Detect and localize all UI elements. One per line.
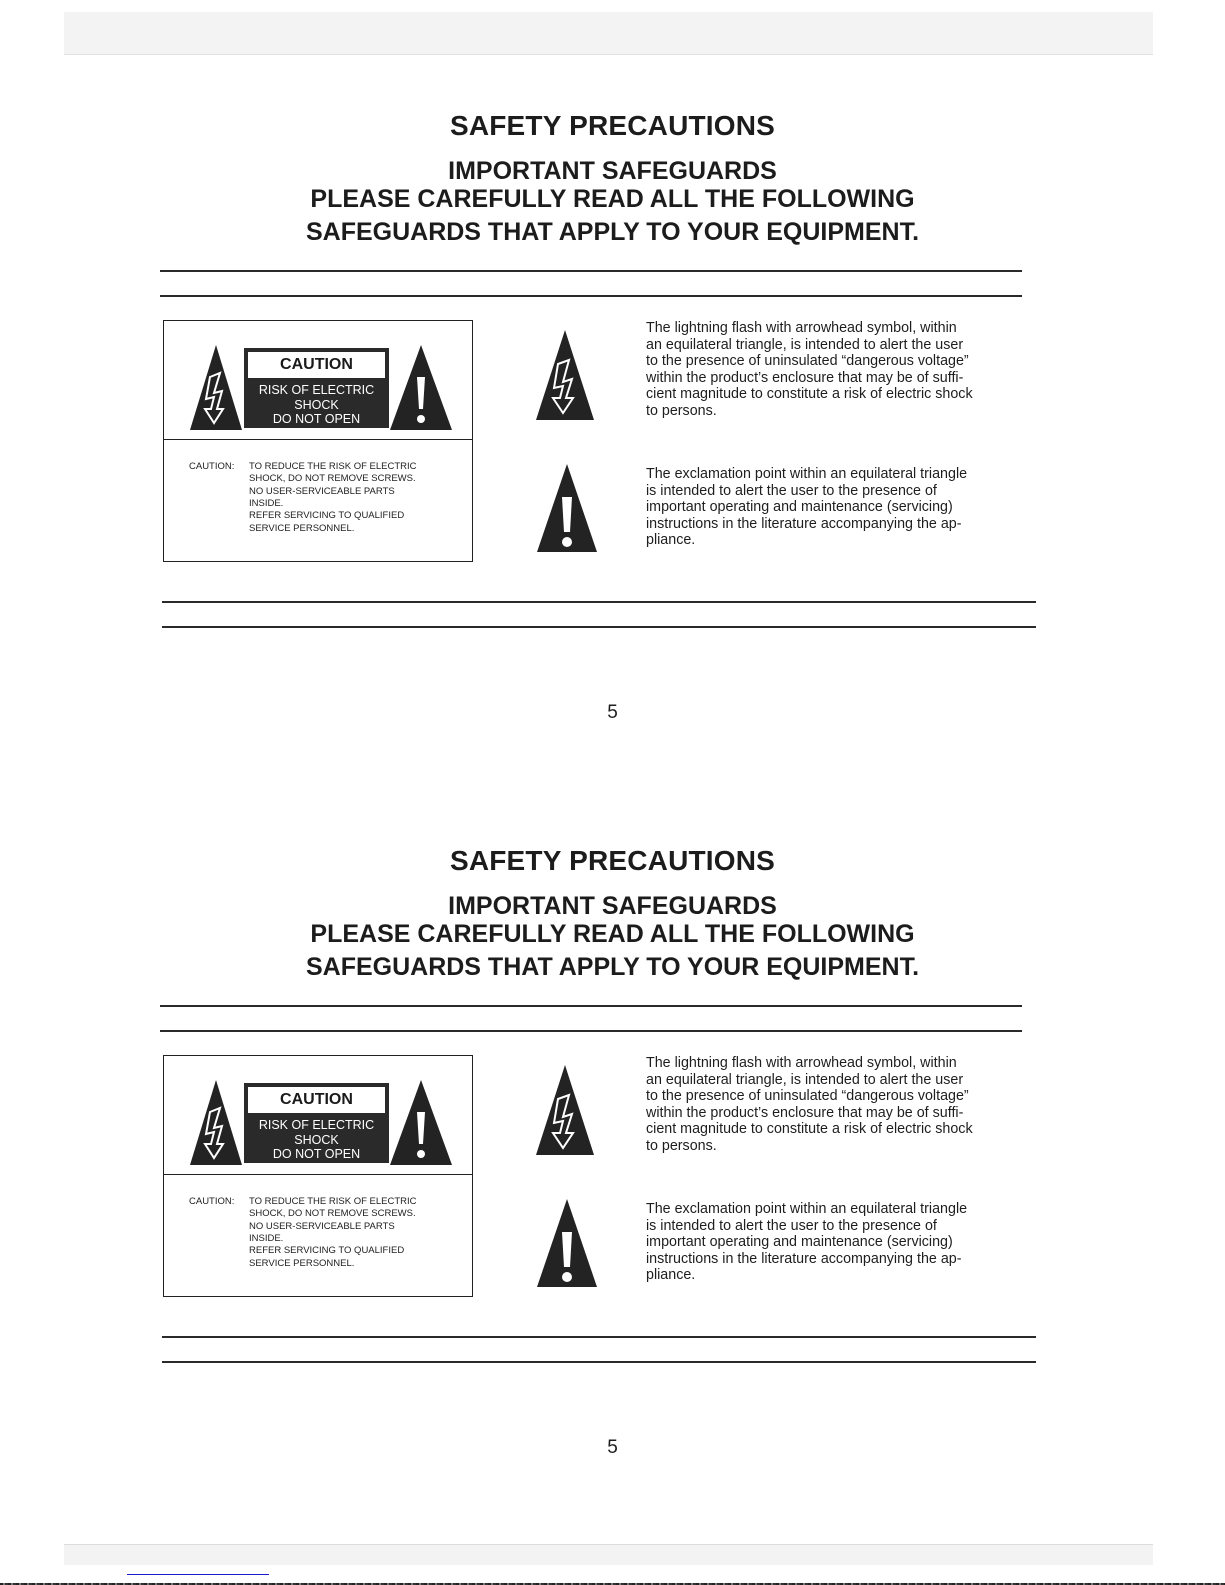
page-number: 5 <box>607 1437 618 1458</box>
divider-rule <box>162 601 1036 603</box>
status-link-underline <box>127 1574 269 1575</box>
description-line: cient magnitude to constitute a risk of electric shock <box>646 1121 973 1138</box>
caution-label-line: DO NOT OPEN <box>272 412 361 426</box>
description-line: pliance. <box>646 532 696 549</box>
description-line: to persons. <box>646 1137 717 1154</box>
caution-label-line: RISK OF ELECTRIC <box>258 383 375 397</box>
description-line: to persons. <box>646 402 717 419</box>
description-line: instructions in the literature accompanying the ap- <box>646 515 962 532</box>
caution-notice-line: INSIDE. <box>249 497 284 509</box>
description-line: an equilateral triangle, is intended to alert the user <box>646 336 964 353</box>
caution-heading: CAUTION <box>248 352 385 378</box>
description-line: to the presence of uninsulated “dangerous voltage” <box>646 353 969 370</box>
caution-label-box <box>163 320 473 562</box>
divider-rule <box>160 270 1022 272</box>
description-line: The lightning flash with arrowhead symbol, within <box>646 320 957 336</box>
divider-rule <box>160 295 1022 297</box>
exclamation-symbol-description <box>646 1201 1041 1284</box>
caution-label-line: SHOCK <box>294 398 339 412</box>
instruction-line: PLEASE CAREFULLY READ ALL THE FOLLOWING <box>310 920 915 948</box>
lightning-symbol-description <box>646 320 1041 420</box>
description-line: important operating and maintenance (servicing) <box>646 499 953 516</box>
divider-rule <box>162 626 1036 628</box>
description-line: an equilateral triangle, is intended to alert the user <box>646 1071 964 1088</box>
caution-label-graphic <box>164 321 472 440</box>
caution-notice-line: TO REDUCE THE RISK OF ELECTRIC <box>249 1196 417 1207</box>
description-line: The lightning flash with arrowhead symbol, within <box>646 1055 957 1071</box>
caution-notice-line: NO USER-SERVICEABLE PARTS <box>249 485 395 497</box>
description-line: within the product’s enclosure that may be of suffi- <box>646 1104 964 1121</box>
caution-notice-line: SERVICE PERSONNEL. <box>249 1257 355 1269</box>
lightning-flash-triangle-icon <box>190 1080 242 1165</box>
caution-notice-line: SERVICE PERSONNEL. <box>249 522 355 534</box>
page-number: 5 <box>607 702 618 723</box>
description-line: instructions in the literature accompanying the ap- <box>646 1250 962 1267</box>
caution-notice-line: NO USER-SERVICEABLE PARTS <box>249 1220 395 1232</box>
scan-top-band <box>64 12 1153 55</box>
caution-notice-line: INSIDE. <box>249 1232 284 1244</box>
description-line: is intended to alert the user to the presence of <box>646 482 937 499</box>
description-line: The exclamation point within an equilateral triangle <box>646 1201 968 1217</box>
exclamation-symbol-description <box>646 466 1041 549</box>
exclamation-triangle-icon <box>390 1080 452 1165</box>
description-line: The exclamation point within an equilateral triangle <box>646 466 968 482</box>
description-line: to the presence of uninsulated “dangerous voltage” <box>646 1088 969 1105</box>
divider-rule <box>162 1361 1036 1363</box>
description-line: is intended to alert the user to the presence of <box>646 1217 937 1234</box>
lightning-flash-triangle-icon <box>536 1065 594 1155</box>
caution-label-line: SHOCK <box>294 1133 339 1147</box>
description-line: pliance. <box>646 1267 696 1284</box>
caution-heading: CAUTION <box>248 1087 385 1113</box>
page-title: SAFETY PRECAUTIONS <box>449 110 776 141</box>
page-title: SAFETY PRECAUTIONS <box>449 845 776 876</box>
lightning-symbol-description <box>646 1055 1041 1155</box>
scan-bottom-band <box>64 1544 1153 1565</box>
divider-rule <box>160 1030 1022 1032</box>
description-line: important operating and maintenance (servicing) <box>646 1234 953 1251</box>
lightning-flash-triangle-icon <box>190 345 242 430</box>
caution-notice-line: SHOCK, DO NOT REMOVE SCREWS. <box>249 1208 416 1220</box>
divider-rule <box>162 1336 1036 1338</box>
exclamation-triangle-icon <box>537 1199 597 1287</box>
manual-page <box>0 100 1225 840</box>
manual-page <box>0 835 1225 1575</box>
caution-notice-line: SHOCK, DO NOT REMOVE SCREWS. <box>249 473 416 485</box>
caution-label <box>244 1083 389 1163</box>
description-line: cient magnitude to constitute a risk of electric shock <box>646 386 973 403</box>
caution-notice-lead: CAUTION: <box>189 461 235 472</box>
caution-label-line: RISK OF ELECTRIC <box>258 1118 375 1132</box>
caution-label-box <box>163 1055 473 1297</box>
caution-label <box>244 348 389 428</box>
caution-notice-line: REFER SERVICING TO QUALIFIED <box>249 510 405 522</box>
caution-notice-line: REFER SERVICING TO QUALIFIED <box>249 1245 405 1257</box>
page-subtitle: IMPORTANT SAFEGUARDS <box>448 892 777 920</box>
lightning-flash-triangle-icon <box>536 330 594 420</box>
instruction-line: SAFEGUARDS THAT APPLY TO YOUR EQUIPMENT. <box>305 953 920 981</box>
description-line: within the product’s enclosure that may be of suffi- <box>646 369 964 386</box>
instruction-line: PLEASE CAREFULLY READ ALL THE FOLLOWING <box>310 185 915 213</box>
divider-rule <box>160 1005 1022 1007</box>
caution-notice-line: TO REDUCE THE RISK OF ELECTRIC <box>249 461 417 472</box>
page-subtitle: IMPORTANT SAFEGUARDS <box>448 157 777 185</box>
caution-notice-lead: CAUTION: <box>189 1196 235 1207</box>
caution-label-graphic <box>164 1056 472 1175</box>
exclamation-triangle-icon <box>537 464 597 552</box>
instruction-line: SAFEGUARDS THAT APPLY TO YOUR EQUIPMENT. <box>305 218 920 246</box>
caution-label-line: DO NOT OPEN <box>272 1147 361 1161</box>
exclamation-triangle-icon <box>390 345 452 430</box>
